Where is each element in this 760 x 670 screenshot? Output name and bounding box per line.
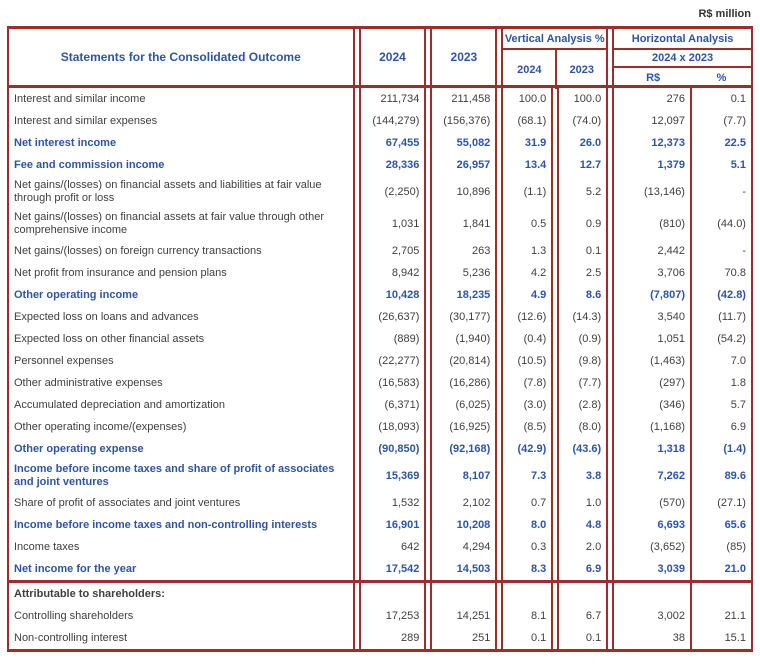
cell-2023: 1,841 (430, 208, 497, 240)
cell-ha-rs: 38 (614, 627, 692, 649)
cell-ha-pair (612, 110, 753, 132)
cell-va-2023 (557, 583, 608, 605)
cell-ha-pair (612, 536, 753, 558)
row-label: Net gains/(losses) on financial assets and liabilities at fair value through profit or loss (7, 176, 355, 208)
cell-ha-pair (612, 132, 753, 154)
cell-va-2024: 0.1 (501, 627, 553, 649)
cell-va-2024: (8.5) (501, 416, 553, 438)
cell-ha-pct: 21.1 (724, 609, 746, 622)
cell-2023: (156,376) (430, 110, 497, 132)
cell-2024: 15,369 (359, 460, 427, 492)
cell-va-2024: 4.9 (501, 284, 553, 306)
cell-ha-pct: (54.2) (717, 332, 746, 345)
cell-2024: (889) (359, 328, 427, 350)
cell-ha-pair (612, 558, 753, 580)
cell-ha-pct: 5.7 (730, 398, 746, 411)
cell-2024: 1,031 (359, 208, 427, 240)
cell-va-2024: (10.5) (501, 350, 553, 372)
row-label: Other administrative expenses (7, 372, 355, 394)
cell-va-2023: (0.9) (557, 328, 608, 350)
cell-2023: 2,102 (430, 492, 497, 514)
table-row (7, 536, 753, 558)
cell-ha-pct: 89.6 (724, 469, 746, 482)
cell-ha-rs: 7,262 (614, 460, 692, 492)
cell-ha-pct: 22.5 (724, 136, 746, 149)
cell-va-2024: (42.9) (501, 438, 553, 460)
cell-ha-pair (612, 154, 753, 176)
cell-ha-rs: (13,146) (614, 176, 692, 208)
cell-va-2023: 2.5 (557, 262, 608, 284)
cell-ha-pct: (27.1) (717, 496, 746, 509)
consolidated-outcome-table (7, 26, 753, 652)
cell-2023: (92,168) (430, 438, 497, 460)
cell-2024: (90,850) (359, 438, 427, 460)
cell-2024: (2,250) (359, 176, 427, 208)
row-label: Share of profit of associates and joint ventures (7, 492, 355, 514)
vertical-analysis-subheaders (503, 50, 606, 89)
cell-2024: (26,637) (359, 306, 427, 328)
cell-ha-pct: 21.0 (724, 562, 746, 575)
cell-2024: (18,093) (359, 416, 427, 438)
cell-2024: 642 (359, 536, 427, 558)
cell-2024: 28,336 (359, 154, 427, 176)
cell-2024: 67,455 (359, 132, 427, 154)
table-row (7, 132, 753, 154)
cell-ha-pair (612, 350, 753, 372)
cell-ha-pct: - (742, 185, 746, 198)
cell-2023: (20,814) (430, 350, 497, 372)
cell-2023: 10,208 (430, 514, 497, 536)
table-row (7, 372, 753, 394)
cell-2024: (144,279) (359, 110, 427, 132)
cell-ha-rs: (810) (614, 208, 692, 240)
cell-ha-pair (612, 306, 753, 328)
horizontal-analysis-group (612, 29, 753, 85)
cell-va-2024: (68.1) (501, 110, 553, 132)
table-row (7, 262, 753, 284)
cell-2024: 17,542 (359, 558, 427, 580)
row-label: Personnel expenses (7, 350, 355, 372)
cell-ha-pair (612, 208, 753, 240)
cell-ha-pct: (1.4) (723, 442, 746, 455)
cell-2023: 55,082 (430, 132, 497, 154)
cell-2023: 211,458 (430, 88, 497, 110)
cell-ha-rs: 12,373 (614, 132, 692, 154)
cell-2023 (430, 583, 497, 605)
table-row (7, 154, 753, 176)
cell-va-2023: (9.8) (557, 350, 608, 372)
cell-ha-pct: (11.7) (718, 310, 746, 323)
cell-ha-rs: (297) (614, 372, 692, 394)
ha-column-pct: % (716, 71, 727, 84)
cell-2023: 18,235 (430, 284, 497, 306)
row-label: Expected loss on other financial assets (7, 328, 355, 350)
cell-ha-pair (612, 88, 753, 110)
cell-2024: 289 (359, 627, 427, 649)
cell-2024: 16,901 (359, 514, 427, 536)
cell-ha-pct: - (742, 244, 746, 257)
cell-2024: 211,734 (359, 88, 427, 110)
table-row (7, 350, 753, 372)
cell-2024: 2,705 (359, 240, 427, 262)
table-row (7, 416, 753, 438)
column-header-2024: 2024 (359, 29, 427, 85)
cell-va-2024: (7.8) (501, 372, 553, 394)
cell-2024: (16,583) (359, 372, 427, 394)
cell-ha-pct: (42.8) (717, 288, 746, 301)
cell-ha-rs: (3,652) (614, 536, 692, 558)
cell-2023: 263 (430, 240, 497, 262)
table-row (7, 110, 753, 132)
cell-va-2024: 0.5 (501, 208, 553, 240)
row-label: Controlling shareholders (7, 605, 355, 627)
cell-ha-rs: 1,051 (614, 328, 692, 350)
table-row (7, 284, 753, 306)
row-label: Other operating expense (7, 438, 355, 460)
cell-va-2023: 26.0 (557, 132, 608, 154)
cell-va-2024: 7.3 (501, 460, 553, 492)
cell-va-2023: 8.6 (557, 284, 608, 306)
row-label: Net income for the year (7, 558, 355, 580)
cell-2024: (6,371) (359, 394, 427, 416)
cell-ha-pct: 0.1 (730, 92, 746, 105)
cell-va-2023: 0.1 (557, 627, 608, 649)
row-label: Non-controlling interest (7, 627, 355, 649)
cell-va-2023: 12.7 (557, 154, 608, 176)
cell-va-2024 (501, 583, 553, 605)
table-row (7, 460, 753, 492)
cell-ha-pct: 7.0 (730, 354, 746, 367)
row-label: Net interest income (7, 132, 355, 154)
cell-ha-pair (612, 627, 753, 649)
ha-column-rs: R$ (646, 71, 661, 84)
cell-ha-pair (612, 284, 753, 306)
row-label: Income taxes (7, 536, 355, 558)
cell-ha-rs: 2,442 (614, 240, 692, 262)
table-header (7, 26, 753, 88)
cell-ha-rs: (1,463) (614, 350, 692, 372)
cell-2024: 17,253 (359, 605, 427, 627)
cell-va-2024: 13.4 (501, 154, 553, 176)
cell-ha-pct (692, 583, 751, 605)
row-label: Net gains/(losses) on financial assets at fair value through other comprehensive income (7, 208, 355, 240)
cell-ha-pair (612, 460, 753, 492)
cell-ha-pair (612, 605, 753, 627)
cell-ha-pair (612, 492, 753, 514)
cell-2023: 4,294 (430, 536, 497, 558)
table-row (7, 514, 753, 536)
cell-va-2024: (1.1) (501, 176, 553, 208)
attributable-section (7, 580, 753, 652)
cell-ha-pair (612, 394, 753, 416)
cell-ha-rs: (7,807) (614, 284, 692, 306)
cell-2023: 14,251 (430, 605, 497, 627)
cell-2024: 8,942 (359, 262, 427, 284)
cell-va-2023: 0.9 (557, 208, 608, 240)
cell-2023: (30,177) (430, 306, 497, 328)
row-label: Income before income taxes and non-controlling interests (7, 514, 355, 536)
cell-ha-rs: 3,002 (614, 605, 692, 627)
table-row (7, 627, 753, 649)
cell-ha-rs: 12,097 (614, 110, 692, 132)
cell-ha-pair (612, 514, 753, 536)
va-column-2024: 2024 (517, 63, 542, 76)
cell-ha-rs: 3,706 (614, 262, 692, 284)
cell-va-2024: 1.3 (501, 240, 553, 262)
cell-ha-pair (612, 328, 753, 350)
table-row (7, 583, 753, 605)
cell-2023: 8,107 (430, 460, 497, 492)
cell-va-2023: (14.3) (557, 306, 608, 328)
cell-va-2024: (3.0) (501, 394, 553, 416)
cell-ha-pct: 65.6 (724, 518, 746, 531)
horizontal-analysis-title: Horizontal Analysis (614, 29, 751, 50)
cell-ha-rs: 6,693 (614, 514, 692, 536)
va-column-2023: 2023 (555, 50, 606, 89)
vertical-analysis-title: Vertical Analysis % (503, 29, 606, 50)
table-row (7, 306, 753, 328)
cell-va-2023: 5.2 (557, 176, 608, 208)
cell-va-2023: (8.0) (557, 416, 608, 438)
cell-ha-rs: 1,318 (614, 438, 692, 460)
cell-va-2024: 100.0 (501, 88, 553, 110)
cell-va-2024: (12.6) (501, 306, 553, 328)
row-label: Expected loss on loans and advances (7, 306, 355, 328)
row-label: Other operating income (7, 284, 355, 306)
vertical-analysis-group (501, 29, 608, 85)
cell-ha-rs: (1,168) (614, 416, 692, 438)
table-title: Statements for the Consolidated Outcome (7, 29, 355, 85)
horizontal-analysis-subtitle: 2024 x 2023 (614, 50, 751, 68)
table-row (7, 394, 753, 416)
cell-2023: 14,503 (430, 558, 497, 580)
cell-ha-pair (612, 416, 753, 438)
cell-ha-rs: 276 (614, 88, 692, 110)
unit-label: R$ million (698, 8, 751, 20)
cell-va-2024: 4.2 (501, 262, 553, 284)
cell-2024 (359, 583, 427, 605)
table-body (7, 88, 753, 580)
cell-ha-pair (612, 262, 753, 284)
cell-va-2023: 1.0 (557, 492, 608, 514)
cell-ha-pct: (7.7) (723, 114, 746, 127)
cell-ha-pct: (44.0) (717, 217, 746, 230)
cell-va-2024: 8.1 (501, 605, 553, 627)
cell-va-2023: 100.0 (557, 88, 608, 110)
row-label: Interest and similar income (7, 88, 355, 110)
cell-2023: 5,236 (430, 262, 497, 284)
table-row (7, 438, 753, 460)
cell-va-2023: (43.6) (557, 438, 608, 460)
cell-va-2023: 3.8 (557, 460, 608, 492)
cell-ha-pct: (85) (726, 540, 746, 553)
cell-ha-rs: 3,039 (614, 558, 692, 580)
table-row (7, 208, 753, 240)
cell-va-2023: 6.9 (557, 558, 608, 580)
cell-2023: (6,025) (430, 394, 497, 416)
cell-2023: 10,896 (430, 176, 497, 208)
cell-ha-pair (612, 583, 753, 605)
cell-ha-pair (612, 438, 753, 460)
cell-va-2024: (0.4) (501, 328, 553, 350)
cell-ha-rs: (570) (614, 492, 692, 514)
cell-ha-pct: 6.9 (730, 420, 746, 433)
cell-va-2024: 31.9 (501, 132, 553, 154)
row-label: Interest and similar expenses (7, 110, 355, 132)
row-label: Fee and commission income (7, 154, 355, 176)
table-row (7, 176, 753, 208)
cell-2024: (22,277) (359, 350, 427, 372)
cell-ha-rs: 3,540 (614, 306, 692, 328)
row-label: Income before income taxes and share of profit of associates and joint ventures (7, 460, 355, 492)
row-label: Attributable to shareholders: (7, 583, 355, 605)
cell-2023: 26,957 (430, 154, 497, 176)
cell-va-2024: 0.7 (501, 492, 553, 514)
cell-ha-pct: 15.1 (724, 631, 746, 644)
cell-va-2023: 4.8 (557, 514, 608, 536)
cell-ha-pair (612, 176, 753, 208)
cell-ha-pair (612, 372, 753, 394)
row-label: Net gains/(losses) on foreign currency transactions (7, 240, 355, 262)
table-row (7, 558, 753, 580)
cell-2023: 251 (430, 627, 497, 649)
cell-va-2024: 8.0 (501, 514, 553, 536)
row-label: Net profit from insurance and pension plans (7, 262, 355, 284)
cell-2023: (16,286) (430, 372, 497, 394)
table-row (7, 605, 753, 627)
cell-va-2023: (7.7) (557, 372, 608, 394)
table-row (7, 328, 753, 350)
cell-2023: (1,940) (430, 328, 497, 350)
cell-ha-rs: 1,379 (614, 154, 692, 176)
cell-va-2023: 6.7 (557, 605, 608, 627)
cell-2023: (16,925) (430, 416, 497, 438)
cell-ha-pct: 5.1 (730, 158, 746, 171)
table-row (7, 240, 753, 262)
cell-va-2023: 0.1 (557, 240, 608, 262)
cell-ha-pct: 1.8 (730, 376, 746, 389)
cell-ha-rs: (346) (614, 394, 692, 416)
column-header-2023: 2023 (430, 29, 497, 85)
cell-va-2024: 8.3 (501, 558, 553, 580)
cell-ha-rs (614, 583, 692, 605)
cell-va-2023: (2.8) (557, 394, 608, 416)
table-row (7, 492, 753, 514)
horizontal-analysis-subheaders (614, 68, 751, 87)
row-label: Accumulated depreciation and amortization (7, 394, 355, 416)
cell-va-2024: 0.3 (501, 536, 553, 558)
cell-ha-pct: 70.8 (724, 266, 746, 279)
row-label: Other operating income/(expenses) (7, 416, 355, 438)
cell-va-2023: (74.0) (557, 110, 608, 132)
table-row (7, 88, 753, 110)
cell-2024: 1,532 (359, 492, 427, 514)
cell-va-2023: 2.0 (557, 536, 608, 558)
cell-2024: 10,428 (359, 284, 427, 306)
cell-ha-pair (612, 240, 753, 262)
